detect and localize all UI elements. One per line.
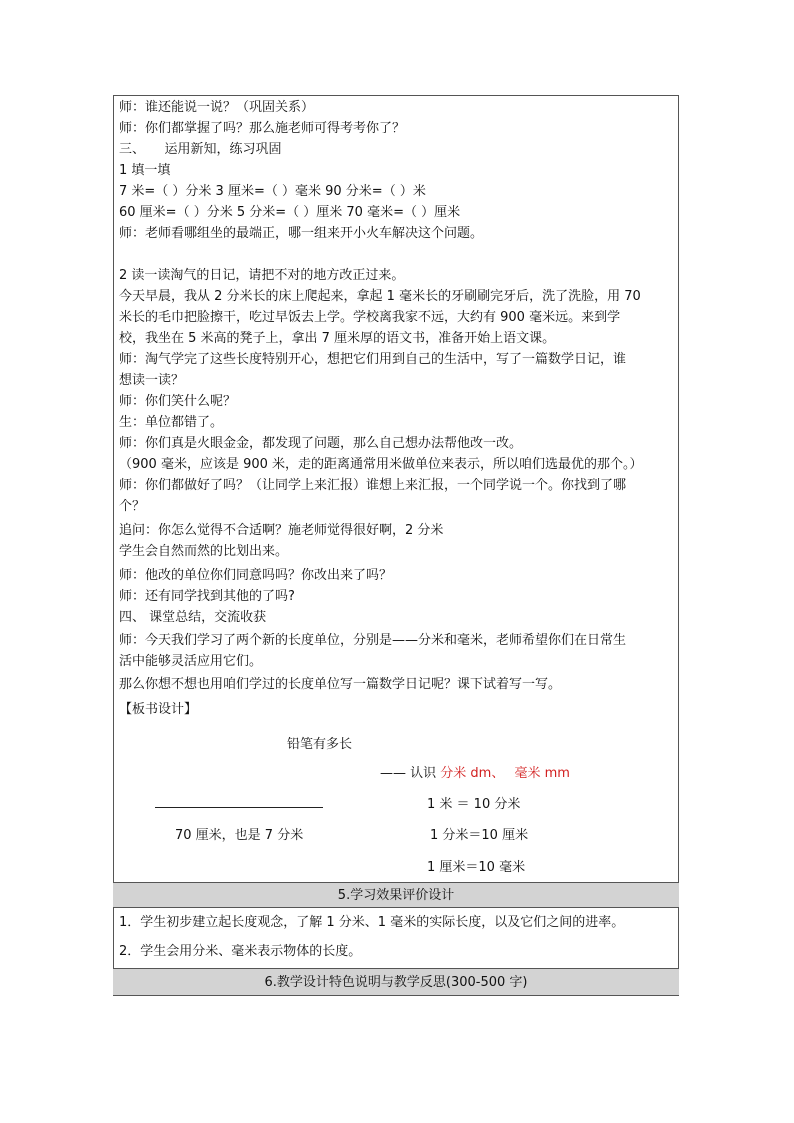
board-dash: ——: [380, 766, 406, 781]
text-line: 1 填一填: [119, 163, 171, 178]
diary-line: 校，我坐在 5 米高的凳子上，拿出 7 厘米厚的语文书，准备开始上语文课。: [119, 331, 556, 346]
text-line: 师：你们笑什么呢？: [119, 394, 237, 409]
text-line: 生：单位都错了。: [119, 415, 224, 430]
board-equation: 1 米 ＝ 10 分米: [427, 797, 521, 812]
text-line: 追问：你怎么觉得不合适啊？施老师觉得很好啊，2 分米: [119, 523, 444, 538]
diary-line: 米长的毛巾把脸擦干，吃过早饭去上学。学校离我家不远，大约有 900 毫米远。来到学: [119, 310, 621, 325]
diary-line: 今天早晨，我从 2 分米长的床上爬起来，拿起 1 毫米长的牙刷刷完牙后，洗了洗脸，用 70: [119, 289, 641, 304]
section-heading: 三、 运用新知，练习巩固: [119, 142, 282, 157]
unit-decimeter: 分米 dm、: [440, 766, 505, 781]
text-line: 师：你们真是火眼金金，都发现了问题，那么自己想办法帮他改一改。: [119, 436, 523, 451]
text-line: 师：他改的单位你们同意吗吗？你改出来了吗？: [119, 568, 393, 583]
text-line: 师：谁还能说一说？（巩固关系）: [119, 100, 315, 115]
text-line: 师：你们都做好了吗？（让同学上来汇报）谁想上来汇报，一个同学说一个。你找到了哪: [119, 478, 627, 493]
text-line: 师：老师看哪组坐的最端正，哪一组来开小火车解决这个问题。: [119, 226, 484, 241]
text-line: 那么你想不想也用咱们学过的长度单位写一篇数学日记呢？课下试着写一写。: [119, 677, 562, 692]
board-equation: 1 分米＝10 厘米: [430, 828, 529, 843]
unit-millimeter: 毫米 mm: [514, 766, 570, 781]
section-6-header: 6.教学设计特色说明与教学反思(300-500 字): [113, 968, 679, 996]
text-line: 师：淘气学完了这些长度特别开心，想把它们用到自己的生活中，写了一篇数学日记，谁: [119, 352, 627, 367]
text-line: 师：今天我们学习了两个新的长度单位，分别是——分米和毫米，老师希望你们在日常生: [119, 633, 627, 648]
text-line: 师：你们都掌握了吗？那么施老师可得考考你了？: [119, 121, 406, 136]
text-line: 活中能够灵活应用它们。: [119, 654, 263, 669]
exercise-line: 7 米=（ ）分米 3 厘米=（ ）毫米 90 分米=（ ）米: [119, 184, 426, 199]
evaluation-item: 1．学生初步建立起长度观念，了解 1 分米、1 毫米的实际长度，以及它们之间的进率。: [119, 915, 625, 930]
section-heading: 四、 课堂总结，交流收获: [119, 610, 267, 625]
pencil-line: [155, 807, 323, 808]
board-equation: 1 厘米＝10 毫米: [427, 860, 526, 875]
exercise-line: 60 厘米=（ ）分米 5 分米=（ ）厘米 70 毫米=（ ）厘米: [119, 205, 461, 220]
text-line: （900 毫米，应该是 900 米，走的距离通常用米做单位来表示，所以咱们选最优的那个。）: [119, 457, 643, 472]
board-learn-label: 认识: [410, 766, 437, 781]
text-line: 师：还有同学找到其他的了吗?: [119, 589, 295, 604]
evaluation-item: 2．学生会用分米、毫米表示物体的长度。: [119, 944, 362, 959]
text-line: 想读一读？: [119, 373, 185, 388]
text-line: 个？: [119, 499, 146, 514]
text-line: 2 读一读淘气的日记，请把不对的地方改正过来。: [119, 268, 405, 283]
board-design-label: 【板书设计】: [119, 702, 198, 717]
section-5-header: 5.学习效果评价设计: [113, 882, 679, 908]
board-units-line: [380, 762, 570, 781]
pencil-note: 70 厘米，也是 7 分米: [175, 828, 304, 843]
text-line: 学生会自然而然的比划出来。: [119, 544, 289, 559]
board-title: 铅笔有多长: [287, 737, 353, 752]
